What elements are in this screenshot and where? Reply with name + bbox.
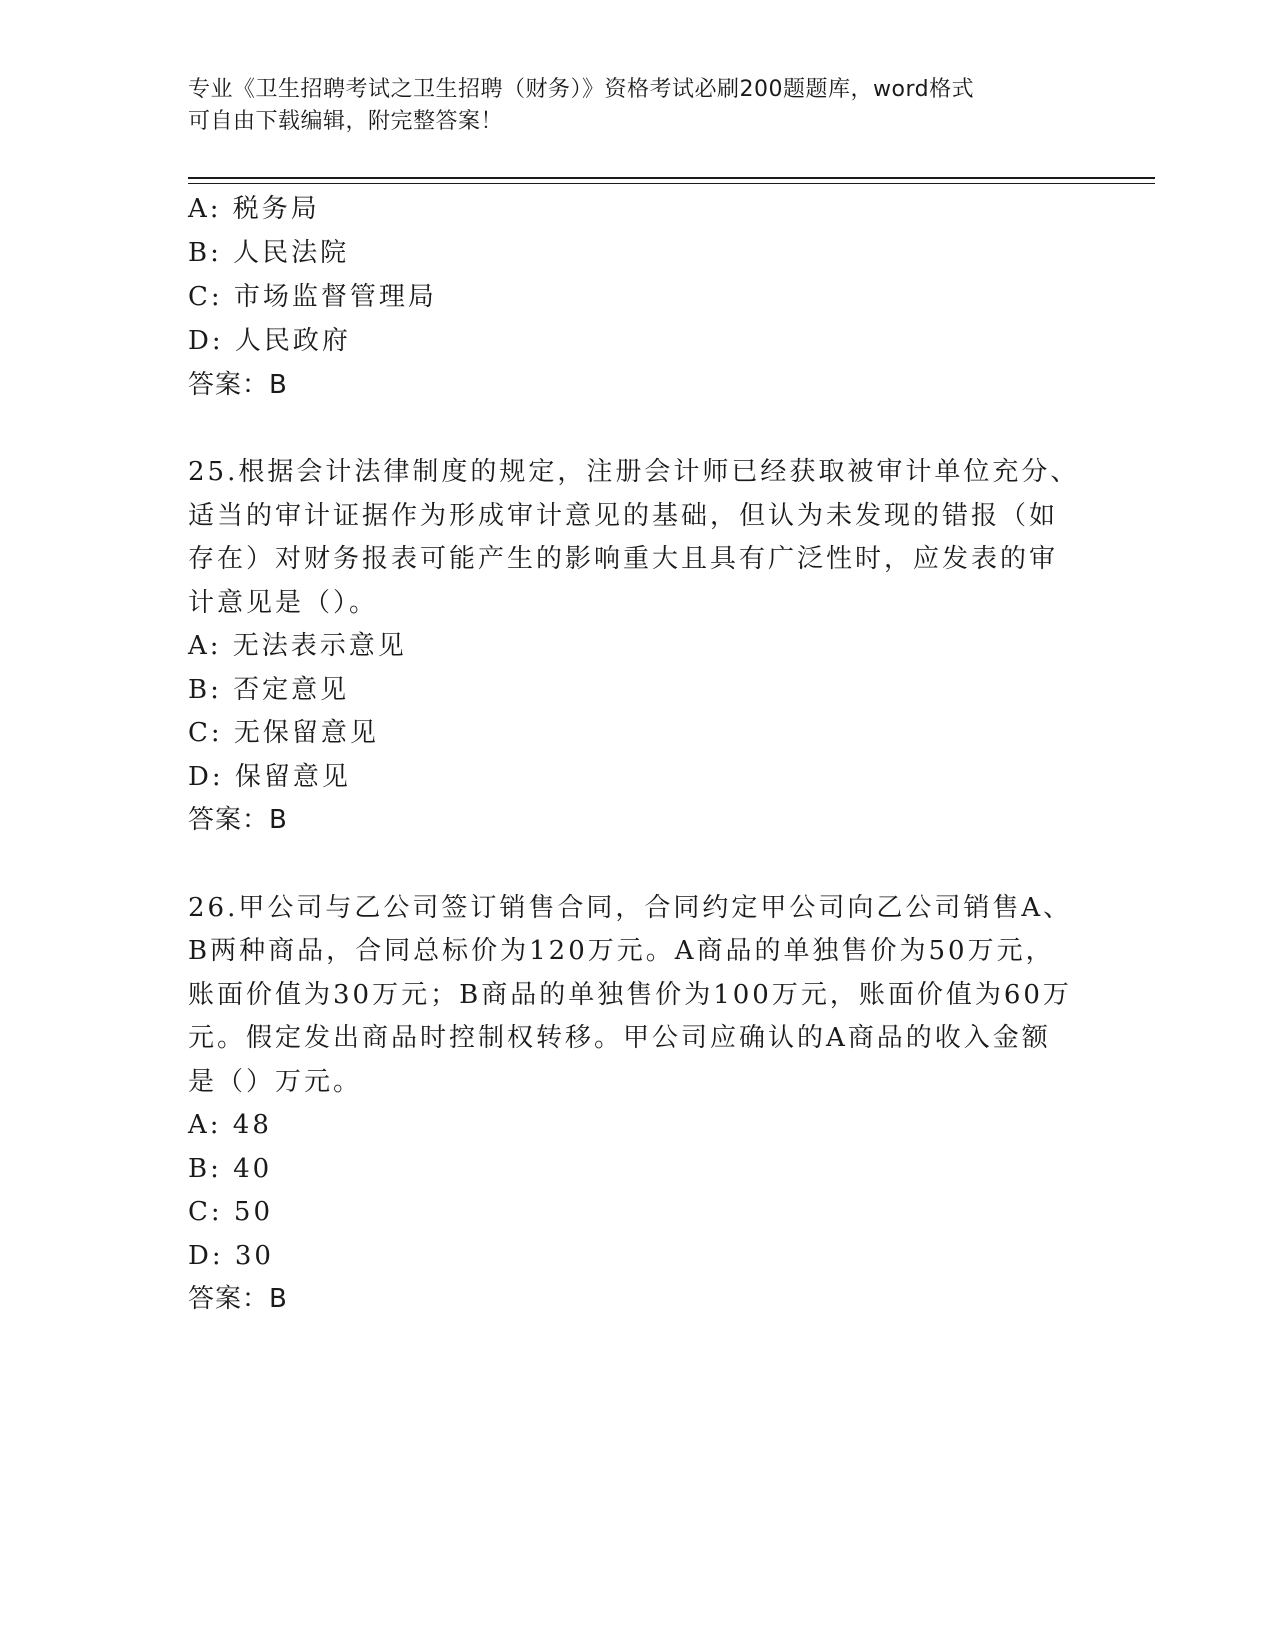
q25-stem-line-4: 计意见是（）。	[188, 588, 379, 618]
q25-option-d: D: 保留意见	[188, 762, 351, 792]
header-line-2: 可自由下载编辑，附完整答案！	[188, 109, 504, 134]
header-line-1: 专业《卫生招聘考试之卫生招聘（财务）》资格考试必刷200题题库，word格式	[188, 77, 975, 102]
q26-stem-line-1: 26.甲公司与乙公司签订销售合同，合同约定甲公司向乙公司销售A、	[188, 893, 1073, 923]
q25-option-a: A: 无法表示意见	[188, 631, 407, 661]
q26-answer: 答案：B	[188, 1284, 288, 1314]
q25-answer: 答案：B	[188, 805, 288, 835]
q26-option-b: B: 40	[188, 1154, 273, 1184]
q26-stem-line-3: 账面价值为30万元；B商品的单独售价为100万元，账面价值为60万	[188, 980, 1072, 1010]
q26-stem-line-2: B两种商品，合同总标价为120万元。A商品的单独售价为50万元，	[188, 936, 1055, 966]
q24-option-a: A: 税务局	[188, 194, 320, 224]
q25-option-c: C: 无保留意见	[188, 718, 379, 748]
q24-answer: 答案：B	[188, 370, 288, 400]
q25-option-b: B: 否定意见	[188, 675, 350, 705]
q26-option-a: A: 48	[188, 1110, 272, 1140]
document-header	[188, 74, 1068, 138]
q25-stem-line-1: 25.根据会计法律制度的规定，注册会计师已经获取被审计单位充分、	[188, 457, 1080, 487]
q26-option-d: D: 30	[188, 1241, 274, 1271]
q24-option-b: B: 人民法院	[188, 238, 350, 268]
q24-option-c: C: 市场监督管理局	[188, 282, 437, 312]
q26-option-c: C: 50	[188, 1197, 274, 1227]
q26-stem-line-4: 元。假定发出商品时控制权转移。甲公司应确认的A商品的收入金额	[188, 1023, 1051, 1053]
q24-option-d: D: 人民政府	[188, 326, 351, 356]
q25-stem-line-2: 适当的审计证据作为形成审计意见的基础，但认为未发现的错报（如	[188, 501, 1059, 531]
header-divider-thin	[188, 183, 1155, 184]
q25-stem-line-3: 存在）对财务报表可能产生的影响重大且具有广泛性时，应发表的审	[188, 544, 1059, 574]
header-divider-thick	[188, 177, 1155, 179]
q26-stem-line-5: 是（）万元。	[188, 1067, 363, 1097]
